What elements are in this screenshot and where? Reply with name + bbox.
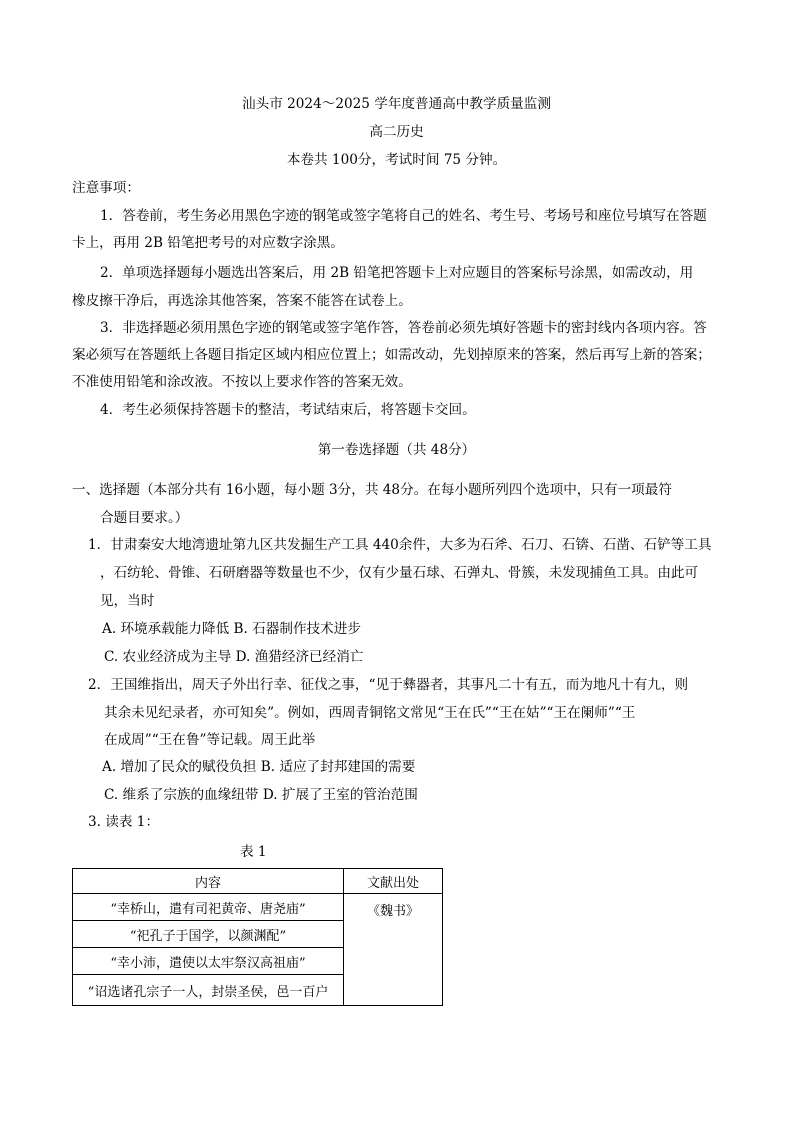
question-1-line: ，石纺轮、骨锥、石研磨器等数量也不少，仅有少量石球、石弹丸、骨簇，未发现捕鱼工具。由此可 [100,565,699,581]
subject-title: 高二历史 [369,124,424,140]
table-cell-content: “诏选诸孔宗子一人，封崇圣侯，邑一百户 [73,975,344,1006]
question-3-line: 3. 读表 1： [88,814,160,830]
table-header-row [73,869,443,894]
notice-line: 不准使用铅笔和涂改液。不按以上要求作答的答案无效。 [72,374,412,390]
table-cell-content: “祀孔子于国学，以颜渊配” [73,921,344,948]
question-2-options: A. 增加了民众的赋役负担 B. 适应了封邦建国的需要 [102,759,416,775]
question-1-options: C. 农业经济成为主导 D. 渔猎经济已经消亡 [104,649,364,665]
notice-line: 4．考生必须保持答题卡的整洁，考试结束后，将答题卡交回。 [100,402,476,418]
question-2-line: 其余未见纪录者，亦可知矣”。例如，西周青铜铭文常见“王在氏”“王在姑”“王在阑师”“王 [104,705,636,721]
question-1-line: 见，当时 [100,593,155,609]
table-cell-source: 《魏书》 [344,894,443,1006]
question-1-line: 1．甘肃秦安大地湾遗址第九区共发掘生产工具 440余件，大多为石斧、石刀、石锛、石凿、石铲等工具 [88,537,712,553]
notice-line: 1．答卷前，考生务必用黑色字迹的钢笔或签字笔将自己的姓名、考生号、考场号和座位号填写在答题 [100,208,707,224]
table-1 [72,868,443,1006]
table-caption: 表 1 [240,844,267,860]
table-row [73,894,443,921]
notice-line: 橡皮擦干净后，再选涂其他答案，答案不能答在试卷上。 [72,293,412,309]
table-header-content: 内容 [73,869,344,894]
section-intro: 一、选择题（本部分共有 16小题，每小题 3分，共 48分。在每小题所列四个选项中，只有一项最符 [72,482,672,498]
notice-heading: 注意事项： [72,180,140,196]
table-cell-content: “幸桥山，遣有司祀黄帝、唐尧庙” [73,894,344,921]
notice-line: 卡上，再用 2B 铅笔把考号的对应数字涂黑。 [72,235,344,251]
exam-info: 本卷共 100分，考试时间 75 分钟。 [286,152,507,168]
exam-title: 汕头市 2024～2025 学年度普通高中教学质量监测 [242,96,551,112]
question-1-options: A. 环境承载能力降低 B. 石器制作技术进步 [102,621,361,637]
question-2-line: 2．王国维指出，周天子外出行幸、征伐之事，“见于彝器者，其事凡二十有五，而为地凡十有九，则 [88,677,689,693]
notice-line: 3．非选择题必须用黑色字迹的钢笔或签字笔作答，答卷前必须先填好答题卡的密封线内各项内容。答 [100,320,707,336]
question-2-options: C. 维系了宗族的血缘纽带 D. 扩展了王室的管治范围 [104,787,418,803]
notice-line: 2．单项选择题每小题选出答案后，用 2B 铅笔把答题卡上对应题目的答案标号涂黑，如需改动，用 [100,265,694,281]
question-2-line: 在成周”“王在鲁”等记载。周王此举 [104,732,316,748]
section-title: 第一卷选择题（共 48分） [317,442,476,458]
notice-line: 案必须写在答题纸上各题目指定区域内相应位置上；如需改动，先划掉原来的答案，然后再写上新的答案； [72,347,711,363]
table-header-source: 文献出处 [344,869,443,894]
section-intro: 合题目要求。） [100,510,189,526]
table-cell-content: “幸小沛，遣使以太牢祭汉高祖庙” [73,948,344,975]
